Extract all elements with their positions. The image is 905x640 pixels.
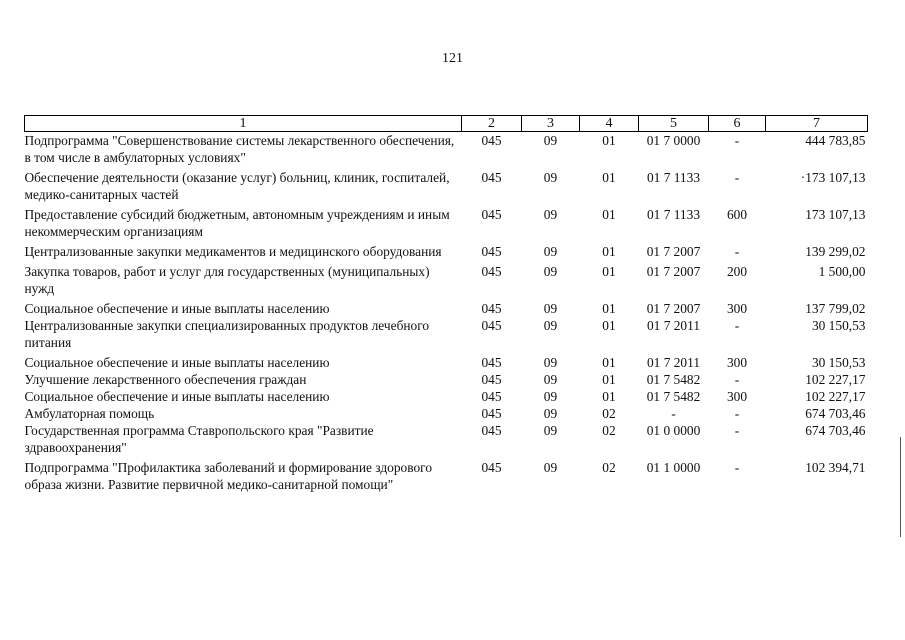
col-6: 600 bbox=[726, 207, 748, 222]
row-name: Социальное обеспечение и иные выплаты населению bbox=[24, 355, 330, 370]
col-3: 09 bbox=[543, 133, 558, 148]
table-row bbox=[25, 371, 868, 388]
col-4: 01 bbox=[602, 301, 616, 316]
table-row bbox=[25, 263, 868, 300]
col-7: 102 394,71 bbox=[805, 460, 866, 475]
row-name: Закупка товаров, работ и услуг для государственных (муниципальных) нужд bbox=[24, 264, 430, 296]
row-name: Централизованные закупки медикаментов и медицинского оборудования bbox=[24, 244, 442, 259]
col-6: 200 bbox=[726, 264, 748, 279]
col-5: - bbox=[671, 406, 676, 421]
col-6: - bbox=[734, 406, 740, 421]
col-2: 045 bbox=[481, 318, 502, 333]
column-header: 6 bbox=[709, 116, 766, 132]
row-name: Централизованные закупки специализированных продуктов лечебного питания bbox=[24, 318, 430, 350]
col-6: - bbox=[734, 244, 740, 259]
col-7: 137 799,02 bbox=[805, 301, 866, 316]
row-name: Подпрограмма "Профилактика заболеваний и формирование здорового образа жизни. Развитие первичной медико-санитарной помощи" bbox=[24, 460, 433, 492]
col-4: 01 bbox=[602, 264, 616, 279]
col-2: 045 bbox=[481, 244, 502, 259]
table-row bbox=[25, 243, 868, 263]
table-row bbox=[25, 206, 868, 243]
col-5: 01 7 2011 bbox=[646, 318, 701, 333]
col-4: 01 bbox=[602, 244, 616, 259]
col-5: 01 7 1133 bbox=[646, 207, 701, 222]
col-7: 139 299,02 bbox=[805, 244, 866, 259]
col-6: - bbox=[734, 423, 740, 438]
col-3: 09 bbox=[543, 372, 558, 387]
col-2: 045 bbox=[481, 389, 502, 404]
col-6: 300 bbox=[726, 301, 748, 316]
row-name: Улучшение лекарственного обеспечения граждан bbox=[24, 372, 307, 387]
col-2: 045 bbox=[481, 264, 502, 279]
col-6: - bbox=[734, 170, 740, 185]
table-row bbox=[25, 300, 868, 317]
table-row bbox=[25, 354, 868, 371]
row-name: Государственная программа Ставропольского края "Развитие здравоохранения" bbox=[24, 423, 374, 455]
col-5: 01 0 0000 bbox=[646, 423, 701, 438]
col-4: 01 bbox=[602, 207, 616, 222]
row-name: Социальное обеспечение и иные выплаты населению bbox=[24, 301, 330, 316]
col-7: 674 703,46 bbox=[805, 406, 866, 421]
page-number: 121 bbox=[442, 51, 463, 66]
col-3: 09 bbox=[543, 301, 558, 316]
table-row bbox=[25, 405, 868, 422]
scan-edge-line bbox=[900, 437, 901, 537]
col-5: 01 7 2011 bbox=[646, 355, 701, 370]
col-3: 09 bbox=[543, 244, 558, 259]
col-5: 01 7 2007 bbox=[646, 301, 701, 316]
col-6: 300 bbox=[726, 389, 748, 404]
col-4: 02 bbox=[602, 460, 616, 475]
col-2: 045 bbox=[481, 372, 502, 387]
col-2: 045 bbox=[481, 406, 502, 421]
row-name: Социальное обеспечение и иные выплаты населению bbox=[24, 389, 330, 404]
col-7: 674 703,46 bbox=[805, 423, 866, 438]
table-row bbox=[25, 388, 868, 405]
col-3: 09 bbox=[543, 207, 558, 222]
col-7: 1 500,00 bbox=[818, 264, 866, 279]
col-3: 09 bbox=[543, 406, 558, 421]
col-7: ·173 107,13 bbox=[800, 170, 866, 185]
column-header: 4 bbox=[580, 116, 639, 132]
col-6: - bbox=[734, 460, 740, 475]
col-4: 01 bbox=[602, 355, 616, 370]
table-row bbox=[25, 317, 868, 354]
col-2: 045 bbox=[481, 355, 502, 370]
col-5: 01 7 1133 bbox=[646, 170, 701, 185]
row-name: Обеспечение деятельности (оказание услуг) больниц, клиник, госпиталей, медико-санитарных частей bbox=[24, 170, 450, 202]
col-3: 09 bbox=[543, 170, 558, 185]
row-name: Амбулаторная помощь bbox=[24, 406, 155, 421]
column-header: 2 bbox=[462, 116, 522, 132]
col-5: 01 7 5482 bbox=[646, 372, 701, 387]
col-7: 444 783,85 bbox=[805, 133, 866, 148]
col-6: - bbox=[734, 372, 740, 387]
col-5: 01 1 0000 bbox=[646, 460, 701, 475]
col-3: 09 bbox=[543, 389, 558, 404]
col-6: - bbox=[734, 318, 740, 333]
col-5: 01 7 5482 bbox=[646, 389, 701, 404]
col-2: 045 bbox=[481, 301, 502, 316]
table-row bbox=[25, 422, 868, 459]
column-header: 1 bbox=[25, 116, 462, 132]
col-3: 09 bbox=[543, 460, 558, 475]
col-3: 09 bbox=[543, 355, 558, 370]
budget-table bbox=[24, 115, 868, 493]
col-5: 01 7 2007 bbox=[646, 264, 701, 279]
col-7: 173 107,13 bbox=[805, 207, 866, 222]
col-5: 01 7 2007 bbox=[646, 244, 701, 259]
col-2: 045 bbox=[481, 133, 502, 148]
col-2: 045 bbox=[481, 207, 502, 222]
col-4: 01 bbox=[602, 133, 616, 148]
col-4: 01 bbox=[602, 170, 616, 185]
row-name: Предоставление субсидий бюджетным, автономным учреждениям и иным некоммерческим организациям bbox=[24, 207, 450, 239]
col-7: 102 227,17 bbox=[805, 389, 866, 404]
col-4: 02 bbox=[602, 406, 616, 421]
table-row bbox=[25, 459, 868, 493]
column-header: 7 bbox=[766, 116, 868, 132]
col-6: 300 bbox=[726, 355, 748, 370]
col-6: - bbox=[734, 133, 740, 148]
row-name: Подпрограмма "Совершенствование системы лекарственного обеспечения, в том числе в амбулаторных условиях" bbox=[24, 133, 455, 165]
col-3: 09 bbox=[543, 318, 558, 333]
col-2: 045 bbox=[481, 170, 502, 185]
col-5: 01 7 0000 bbox=[646, 133, 701, 148]
table-row bbox=[25, 132, 868, 170]
column-header: 3 bbox=[522, 116, 580, 132]
col-4: 01 bbox=[602, 372, 616, 387]
table-row bbox=[25, 169, 868, 206]
col-3: 09 bbox=[543, 264, 558, 279]
col-4: 02 bbox=[602, 423, 616, 438]
col-3: 09 bbox=[543, 423, 558, 438]
column-header: 5 bbox=[639, 116, 709, 132]
col-2: 045 bbox=[481, 460, 502, 475]
col-4: 01 bbox=[602, 318, 616, 333]
col-2: 045 bbox=[481, 423, 502, 438]
col-7: 102 227,17 bbox=[805, 372, 866, 387]
col-4: 01 bbox=[602, 389, 616, 404]
col-7: 30 150,53 bbox=[811, 318, 866, 333]
table-header-row bbox=[25, 116, 868, 132]
col-7: 30 150,53 bbox=[811, 355, 866, 370]
